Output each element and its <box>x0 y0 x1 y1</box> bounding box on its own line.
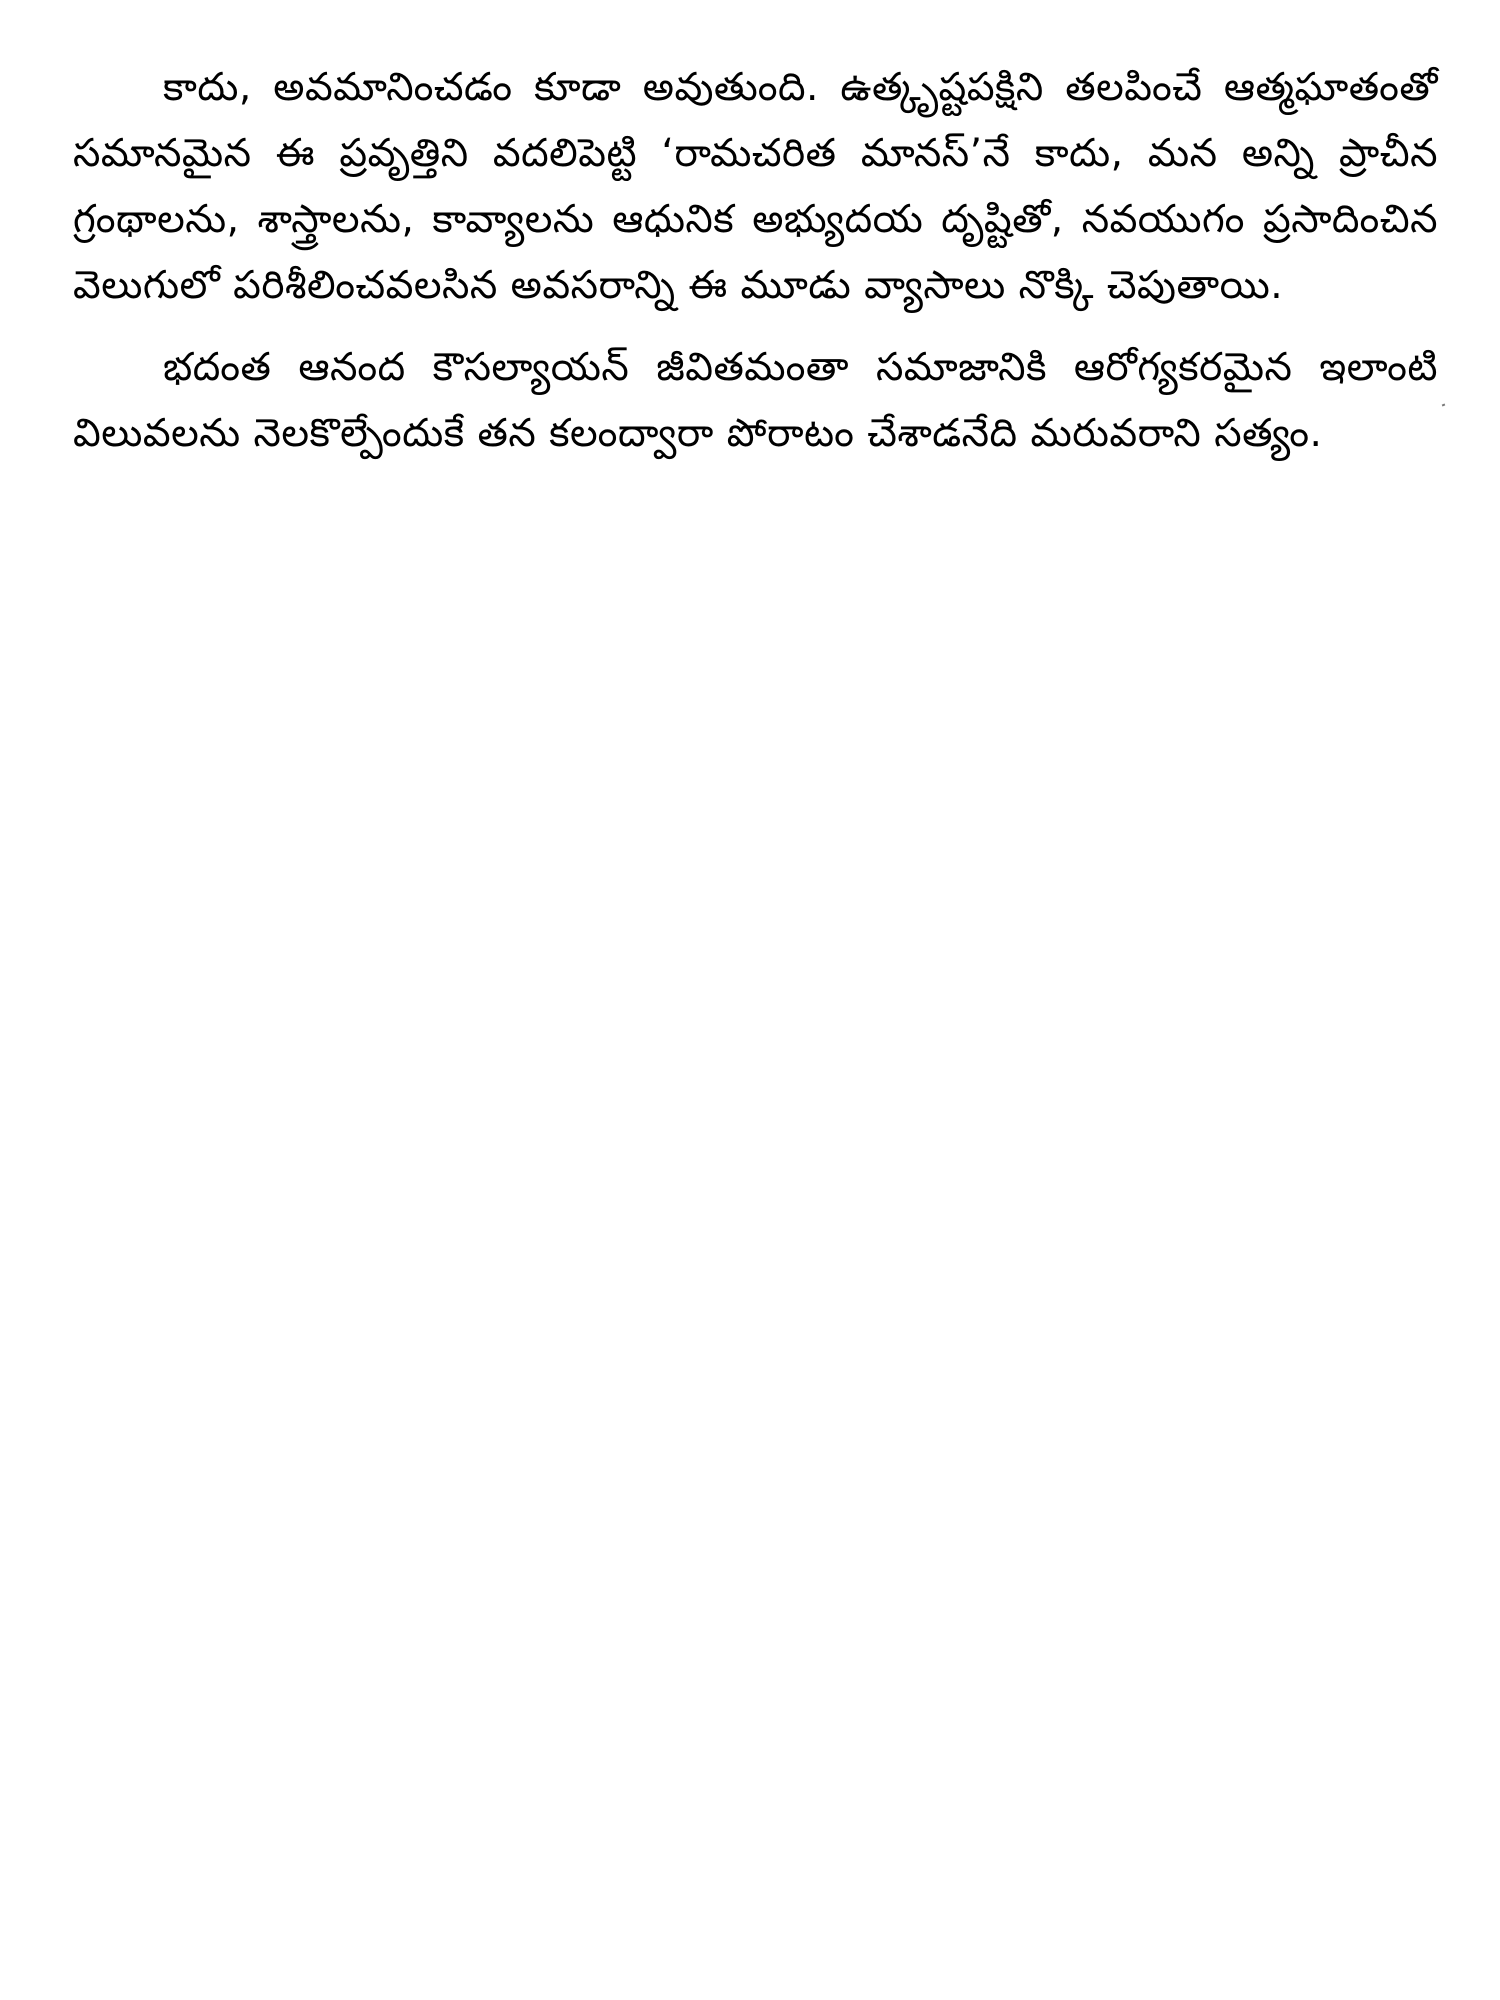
paragraph-1: కాదు, అవమానించడం కూడా అవుతుంది. ఉత్కృష్టపక్షిని తలపించే ఆత్మఘాతంతో సమానమైన ఈ ప్రవృత్తిని వదలిపెట్టి ‘రామచరిత మానస్’నే కాదు, మన అన్ని ప్రాచీన గ్రంథాలను, శాస్త్రాలను, కావ్యాలను ఆధునిక అభ్యుదయ దృష్టితో, నవయుగం ప్రసాదించిన వెలుగులో పరిశీలించవలసిన అవసరాన్ని ఈ మూడు వ్యాసాలు నొక్కి చెపుతాయి. <box>73 65 1438 308</box>
paragraph-2: భదంత ఆనంద కౌసల్యాయన్ జీవితమంతా సమాజానికి ఆరోగ్యకరమైన ఇలాంటి విలువలను నెలకొల్పేందుకే తన కలంద్వారా పోరాటం చేశాడనేది మరువరాని సత్యం. <box>73 345 1438 456</box>
scan-speck <box>1442 404 1446 407</box>
body-text <box>73 55 1438 467</box>
